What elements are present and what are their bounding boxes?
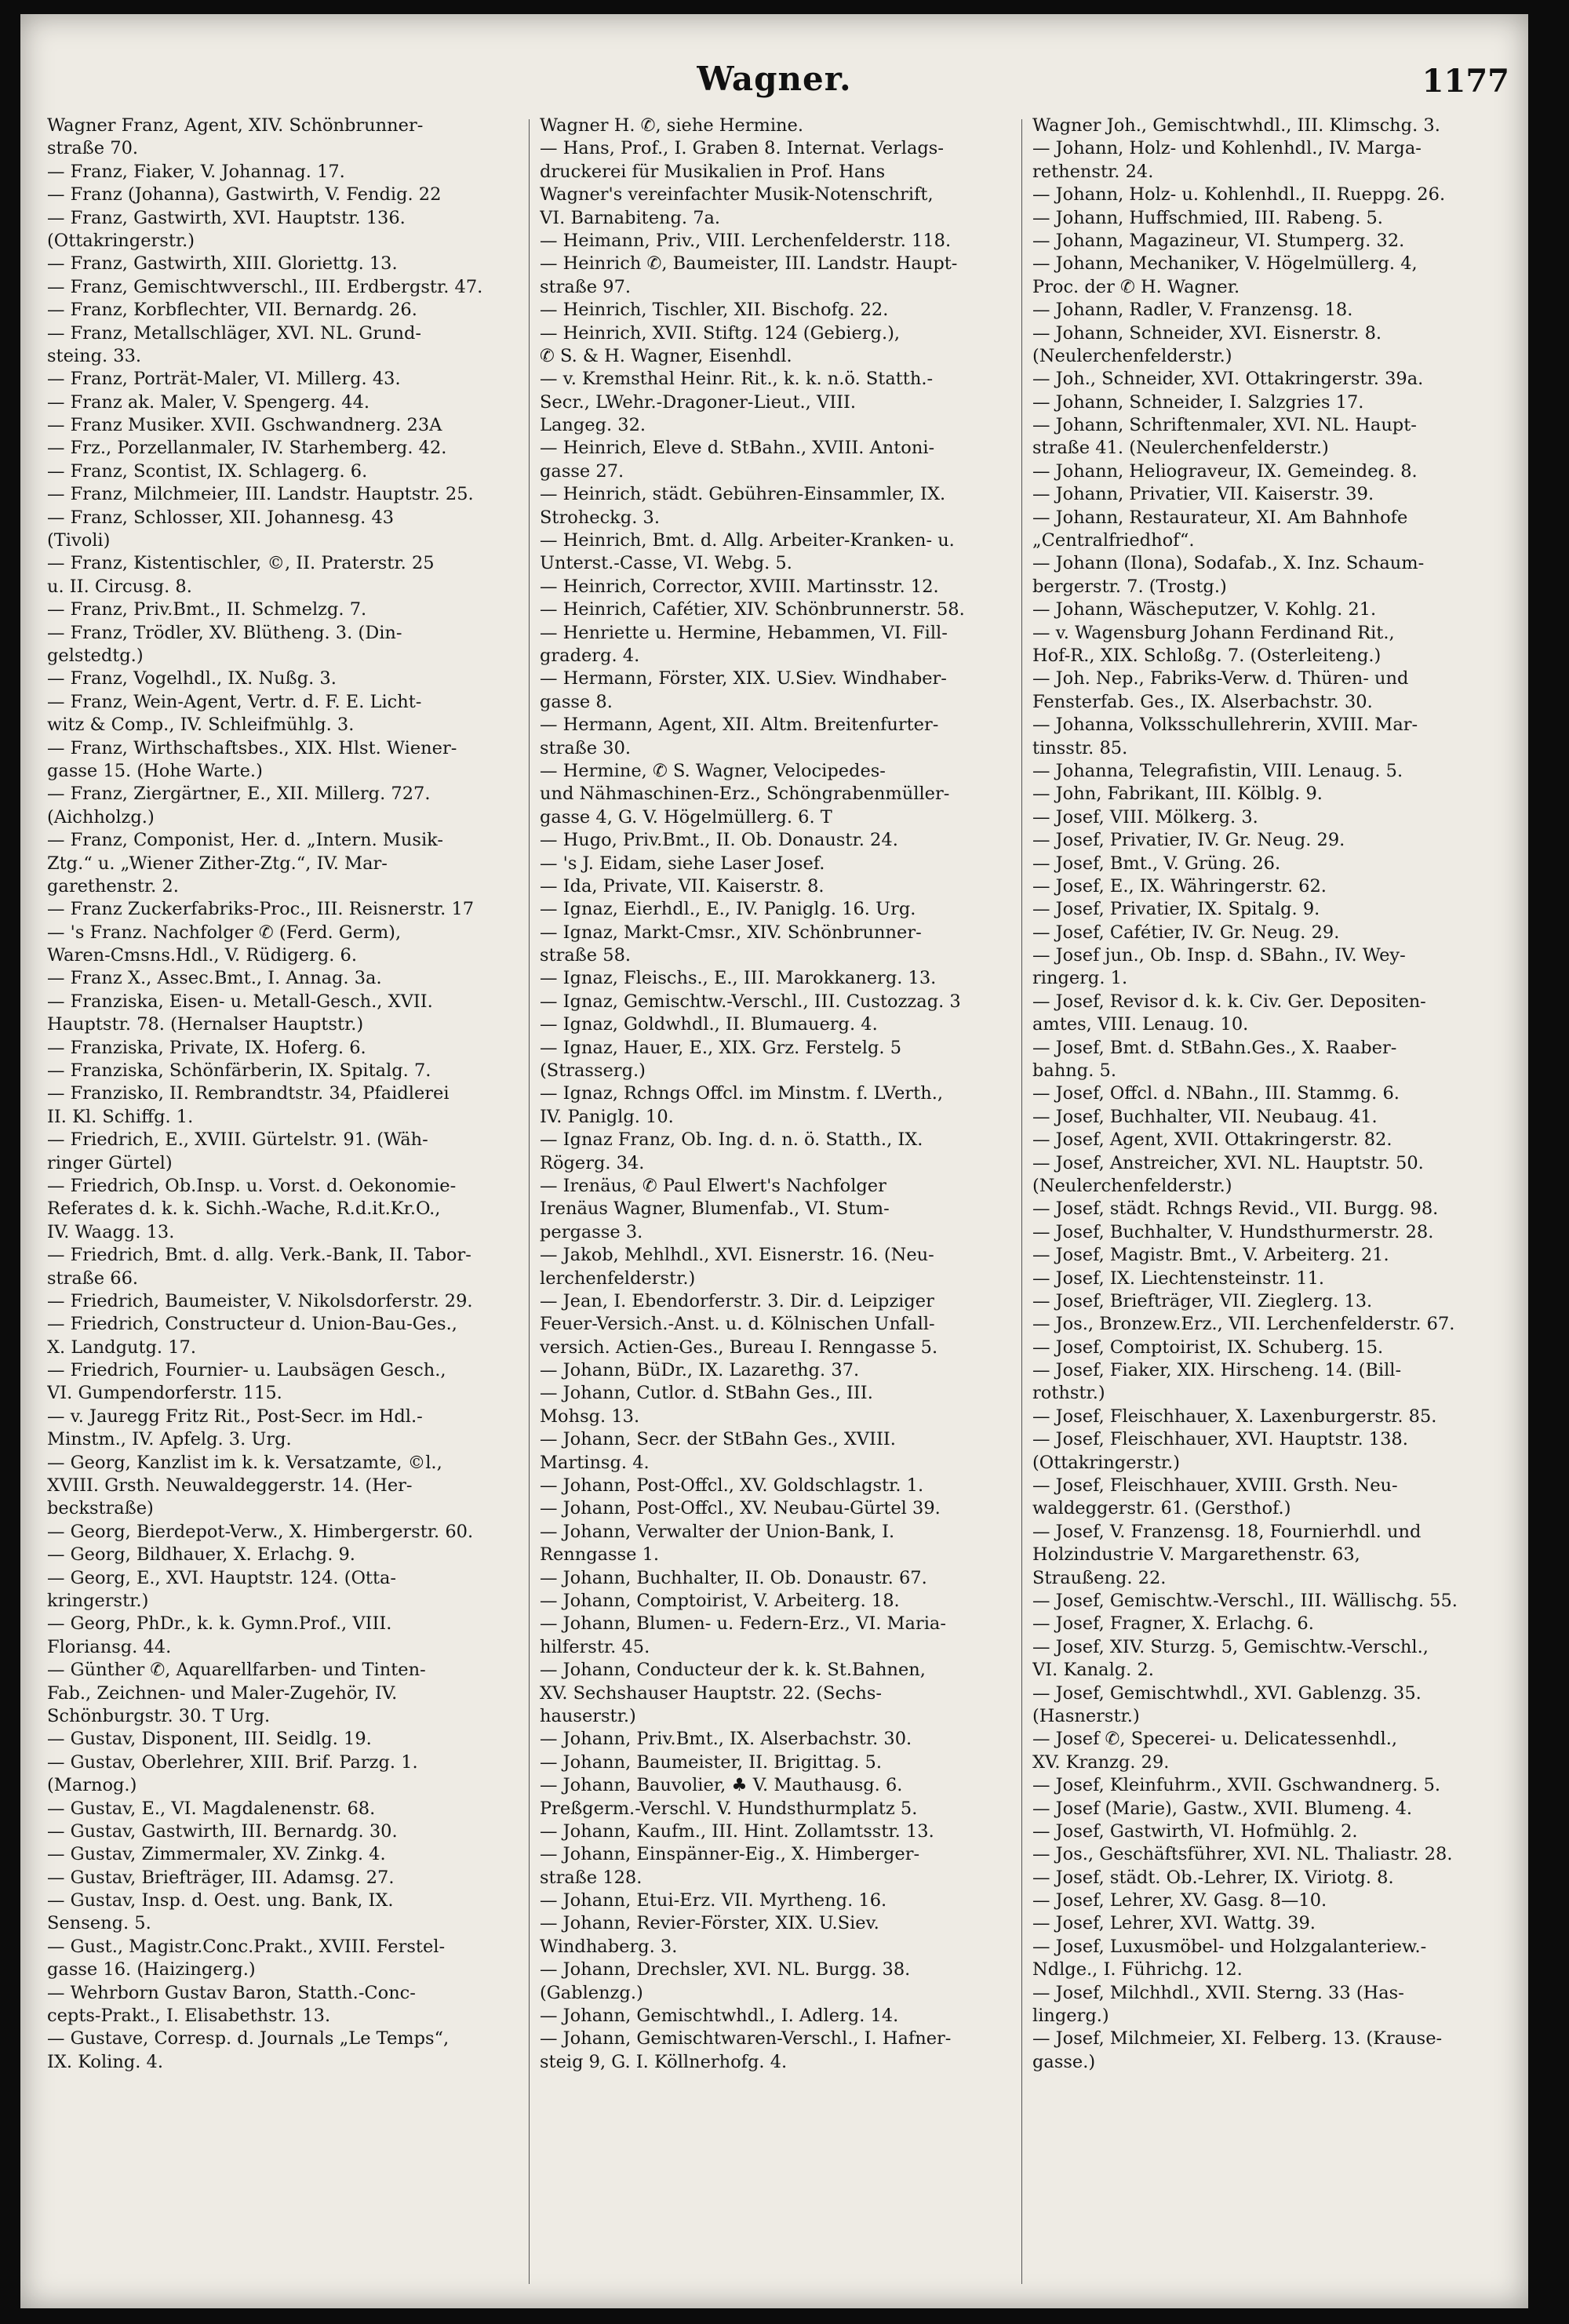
directory-line: — Josef, VIII. Mölkerg. 3. [1032, 806, 1258, 827]
directory-line: IV. Paniglg. 10. [540, 1106, 674, 1127]
directory-line: (Strasserg.) [540, 1060, 646, 1082]
directory-line: — Johann, Radler, V. Franzensg. 18. [1032, 300, 1353, 321]
directory-line: straße 70. [47, 138, 139, 159]
directory-line: Feuer-Versich.-Anst. u. d. Kölnischen Unfall- [540, 1314, 935, 1335]
directory-line: Wagner Joh., Gemischtwhdl., III. Klimschg. 3. [1032, 115, 1440, 136]
directory-line: — Josef, Gemischtw.-Verschl., III. Wällischg. 55. [1032, 1591, 1458, 1611]
directory-line: — Johann, Post-Offcl., XV. Goldschlagstr. 1. [540, 1475, 924, 1497]
directory-line: — Ida, Private, VII. Kaiserstr. 8. [540, 875, 825, 897]
directory-line: — Josef jun., Ob. Insp. d. SBahn., IV. Wey- [1032, 945, 1406, 966]
directory-line: — Josef, Gastwirth, VI. Hofmühlg. 2. [1032, 1820, 1358, 1842]
directory-line: — Josef, Offcl. d. NBahn., III. Stammg. 6. [1032, 1083, 1400, 1104]
directory-line: — Franziska, Eisen- u. Metall-Gesch., XVII. [47, 991, 433, 1012]
directory-line: Unterst.-Casse, VI. Webg. 5. [540, 553, 792, 574]
directory-line: — Franz, Porträt-Maler, VI. Millerg. 43. [47, 369, 401, 390]
column-1 [47, 115, 518, 2295]
directory-line: — Josef (Marie), Gastw., XVII. Blumeng. 4. [1032, 1798, 1413, 1819]
directory-line: — Johanna, Telegrafistin, VIII. Lenaug. 5. [1032, 760, 1403, 781]
directory-line: Wagner H. ✆, siehe Hermine. [540, 115, 803, 136]
directory-line: — Franz, Fiaker, V. Johannag. 17. [47, 161, 345, 182]
directory-line: — Joh., Schneider, XVI. Ottakringerstr. 39a. [1032, 369, 1424, 390]
directory-line: — Johann, Schneider, XVI. Eisnerstr. 8. [1032, 322, 1382, 344]
directory-line: — Frz., Porzellanmaler, IV. Starhemberg. 42. [47, 438, 447, 459]
directory-line: Holzindustrie V. Margarethenstr. 63, [1032, 1544, 1360, 1566]
directory-line: — Ignaz, Gemischtw.-Verschl., III. Custozzag. 3 [540, 991, 961, 1012]
directory-line: — Georg, PhDr., k. k. Gymn.Prof., VIII. [47, 1613, 392, 1635]
directory-line: cepts-Prakt., I. Elisabethstr. 13. [47, 2006, 331, 2027]
directory-line: gasse 16. (Haizingerg.) [47, 1959, 256, 1980]
directory-line: VI. Kanalg. 2. [1032, 1660, 1154, 1681]
directory-line: — Franz, Wein-Agent, Vertr. d. F. E. Licht- [47, 691, 422, 712]
directory-line: — Johann, Holz- u. Kohlenhdl., II. Rueppg. 26. [1032, 184, 1446, 205]
directory-line: — Gustav, E., VI. Magdalenenstr. 68. [47, 1798, 376, 1819]
directory-line: — Josef, Agent, XVII. Ottakringerstr. 82. [1032, 1129, 1392, 1151]
directory-line: — Franz, Gastwirth, XIII. Gloriettg. 13. [47, 253, 398, 275]
directory-line: — Johann, Schriftenmaler, XVI. NL. Haupt- [1032, 415, 1417, 436]
directory-line: — Jos., Bronzew.Erz., VII. Lerchenfelderstr. 67. [1032, 1314, 1455, 1335]
directory-line: — Josef, Lehrer, XVI. Wattg. 39. [1032, 1913, 1316, 1934]
directory-line: — Franz, Gastwirth, XVI. Hauptstr. 136. [47, 207, 406, 228]
directory-line: — Johann, Einspänner-Eig., X. Himberger- [540, 1844, 920, 1865]
directory-line: — 's J. Eidam, siehe Laser Josef. [540, 853, 825, 874]
directory-line: — Heinrich, Tischler, XII. Bischofg. 22. [540, 300, 889, 321]
directory-line: ringerg. 1. [1032, 968, 1128, 989]
directory-line: — Franz, Vogelhdl., IX. Nußg. 3. [47, 668, 337, 689]
directory-line: — Friedrich, E., XVIII. Gürtelstr. 91. (Wäh- [47, 1129, 428, 1151]
directory-line: — Johanna, Volksschullehrerin, XVIII. Mar- [1032, 715, 1418, 736]
directory-line: rethenstr. 24. [1032, 161, 1154, 182]
directory-line: — Johann, Holz- und Kohlenhdl., IV. Marga- [1032, 138, 1422, 159]
directory-line: (Marnog.) [47, 1775, 137, 1796]
directory-line: — Gustav, Disponent, III. Seidlg. 19. [47, 1729, 372, 1750]
directory-line: witz & Comp., IV. Schleifmühlg. 3. [47, 715, 355, 736]
directory-line: — Johann, Wäscheputzer, V. Kohlg. 21. [1032, 599, 1377, 620]
directory-line: — Franz, Milchmeier, III. Landstr. Hauptstr. 25. [47, 484, 474, 505]
directory-line: — Günther ✆, Aquarellfarben- und Tinten- [47, 1660, 426, 1681]
directory-line: — Johann, Restaurateur, XI. Am Bahnhofe [1032, 507, 1408, 528]
directory-line: beckstraße) [47, 1498, 154, 1519]
directory-line: gelstedtg.) [47, 645, 144, 666]
directory-line: — Franz, Metallschläger, XVI. NL. Grund- [47, 322, 421, 344]
directory-line: — Franz, Wirthschaftsbes., XIX. Hlst. Wiener- [47, 737, 457, 758]
directory-line: — Johann, Drechsler, XVI. NL. Burgg. 38. [540, 1959, 911, 1980]
directory-line: — Johann, Etui-Erz. VII. Myrtheng. 16. [540, 1890, 887, 1911]
directory-line: — Heinrich, XVII. Stiftg. 124 (Gebierg.), [540, 322, 901, 344]
directory-line: — Gustav, Zimmermaler, XV. Zinkg. 4. [47, 1844, 386, 1865]
column-2 [540, 115, 1010, 2295]
directory-line: (Ottakringerstr.) [1032, 1452, 1181, 1473]
directory-line: (Hasnerstr.) [1032, 1705, 1140, 1726]
directory-line: VI. Gumpendorferstr. 115. [47, 1383, 282, 1404]
directory-line: — Johann, Gemischtwaren-Verschl., I. Hafner- [540, 2028, 952, 2049]
directory-line: Minstm., IV. Apfelg. 3. Urg. [47, 1429, 292, 1450]
directory-line: — Gustav, Oberlehrer, XIII. Brif. Parzg. 1. [47, 1751, 418, 1773]
directory-line: II. Kl. Schiffg. 1. [47, 1106, 194, 1127]
directory-line: steig 9, G. I. Köllnerhofg. 4. [540, 2051, 788, 2072]
directory-line: — Josef, IX. Liechtensteinstr. 11. [1032, 1267, 1325, 1289]
directory-line: — Georg, Bierdepot-Verw., X. Himbergerstr. 60. [47, 1521, 474, 1542]
directory-line: Straußeng. 22. [1032, 1567, 1167, 1588]
directory-line: — Josef, Fleischhauer, XVIII. Grsth. Neu- [1032, 1475, 1398, 1497]
directory-line: — Josef, Kleinfuhrm., XVII. Gschwandnerg. 5. [1032, 1775, 1441, 1796]
directory-line: — Johann, Schneider, I. Salzgries 17. [1032, 391, 1364, 413]
directory-line: — Heinrich, Bmt. d. Allg. Arbeiter-Kranken- u. [540, 530, 955, 551]
directory-line: — Johann, Priv.Bmt., IX. Alserbachstr. 30. [540, 1729, 912, 1750]
directory-line: — Johann, Cutlor. d. StBahn Ges., III. [540, 1383, 873, 1404]
directory-line: „Centralfriedhof“. [1032, 530, 1195, 551]
directory-line: — Johann, Bauvolier, ♣ V. Mauthausg. 6. [540, 1775, 903, 1796]
directory-line: (Neulerchenfelderstr.) [1032, 345, 1232, 366]
directory-line: — Josef, Revisor d. k. k. Civ. Ger. Depositen- [1032, 991, 1426, 1012]
directory-line: — Johann, Secr. der StBahn Ges., XVIII. [540, 1429, 896, 1450]
column-divider [529, 119, 530, 2284]
directory-line: — Friedrich, Baumeister, V. Nikolsdorferstr. 29. [47, 1290, 473, 1311]
directory-line: Renngasse 1. [540, 1544, 660, 1566]
directory-line: Preßgerm.-Verschl. V. Hundsthurmplatz 5. [540, 1798, 918, 1819]
directory-line: — Josef, Cafétier, IV. Gr. Neug. 29. [1032, 922, 1340, 943]
column-3 [1032, 115, 1503, 2295]
directory-line: (Aichholzg.) [47, 806, 155, 827]
directory-line: — Jakob, Mehlhdl., XVI. Eisnerstr. 16. (Neu- [540, 1245, 934, 1266]
directory-line: XVIII. Grsth. Neuwaldeggerstr. 14. (Her- [47, 1475, 413, 1497]
directory-line: — Johann, Heliograveur, IX. Gemeindeg. 8. [1032, 460, 1418, 482]
directory-line: und Nähmaschinen-Erz., Schöngrabenmüller- [540, 784, 950, 805]
directory-line: — Ignaz, Goldwhdl., II. Blumauerg. 4. [540, 1014, 878, 1035]
page-header [20, 14, 1528, 100]
directory-line: druckerei für Musikalien in Prof. Hans [540, 161, 886, 182]
page-number: 1177 [1422, 63, 1509, 100]
directory-line: — Josef, städt. Rchngs Revid., VII. Burgg. 98. [1032, 1198, 1439, 1220]
directory-line: — Johann, Baumeister, II. Brigittag. 5. [540, 1751, 883, 1773]
directory-line: — Josef ✆, Specerei- u. Delicatessenhdl., [1032, 1729, 1397, 1750]
directory-line: gasse 15. (Hohe Warte.) [47, 760, 263, 781]
directory-line: — Josef, Fiaker, XIX. Hirscheng. 14. (Bill- [1032, 1360, 1402, 1381]
directory-line: — Heinrich, Eleve d. StBahn., XVIII. Antoni- [540, 438, 935, 459]
directory-line: Fab., Zeichnen- und Maler-Zugehör, IV. [47, 1682, 398, 1704]
directory-line: — Josef, Privatier, IX. Spitalg. 9. [1032, 899, 1320, 920]
directory-line: — Josef, Privatier, IV. Gr. Neug. 29. [1032, 830, 1345, 851]
directory-line: — Johann, BüDr., IX. Lazarethg. 37. [540, 1360, 860, 1381]
directory-line: — Josef, Milchmeier, XI. Felberg. 13. (Krause- [1032, 2028, 1443, 2049]
directory-line: XV. Sechshauser Hauptstr. 22. (Sechs- [540, 1682, 883, 1704]
directory-line: — Josef, Fragner, X. Erlachg. 6. [1032, 1613, 1314, 1635]
directory-line: gasse 27. [540, 460, 624, 482]
directory-line: Senseng. 5. [47, 1913, 151, 1934]
directory-line: Referates d. k. k. Sichh.-Wache, R.d.it.Kr.O., [47, 1198, 441, 1220]
directory-line: — Franz ak. Maler, V. Spengerg. 44. [47, 391, 370, 413]
directory-line: Hauptstr. 78. (Hernalser Hauptstr.) [47, 1014, 364, 1035]
directory-line: Ndlge., I. Führichg. 12. [1032, 1959, 1243, 1980]
directory-line: — Ignaz Franz, Ob. Ing. d. n. ö. Statth., IX. [540, 1129, 923, 1151]
directory-line: VI. Barnabiteng. 7a. [540, 207, 721, 228]
directory-line: amtes, VIII. Lenaug. 10. [1032, 1014, 1249, 1035]
directory-line: — Johann, Mechaniker, V. Högelmüllerg. 4, [1032, 253, 1418, 275]
directory-line: graderg. 4. [540, 645, 640, 666]
directory-line: ringer Gürtel) [47, 1152, 173, 1173]
directory-line: — v. Wagensburg Johann Ferdinand Rit., [1032, 622, 1395, 643]
directory-line: Floriansg. 44. [47, 1636, 172, 1657]
directory-line: — Georg, Bildhauer, X. Erlachg. 9. [47, 1544, 355, 1566]
directory-line: — Franz (Johanna), Gastwirth, V. Fendig. 22 [47, 184, 442, 205]
directory-line: gasse 8. [540, 691, 613, 712]
directory-line: — Ignaz, Fleischs., E., III. Marokkanerg. 13. [540, 968, 937, 989]
directory-line: Rögerg. 34. [540, 1152, 645, 1173]
directory-line: IV. Waagg. 13. [47, 1221, 175, 1242]
column-divider [1021, 119, 1022, 2284]
directory-line: lingerg.) [1032, 2006, 1109, 2027]
directory-line: bahng. 5. [1032, 1060, 1116, 1082]
directory-line: — Franz X., Assec.Bmt., I. Annag. 3a. [47, 968, 382, 989]
directory-line: — Franz, Schlosser, XII. Johannesg. 43 [47, 507, 395, 528]
directory-line: — Friedrich, Constructeur d. Union-Bau-Ges., [47, 1314, 457, 1335]
directory-line: straße 30. [540, 737, 632, 758]
directory-line: XV. Kranzg. 29. [1032, 1751, 1170, 1773]
directory-line: — Johann, Blumen- u. Federn-Erz., VI. Maria- [540, 1613, 946, 1635]
directory-line: — Johann, Verwalter der Union-Bank, I. [540, 1521, 895, 1542]
directory-line: — Henriette u. Hermine, Hebammen, VI. Fill- [540, 622, 948, 643]
directory-line: — Josef, Fleischhauer, XVI. Hauptstr. 138. [1032, 1429, 1408, 1450]
directory-line: Hof-R., XIX. Schloßg. 7. (Osterleiteng.) [1032, 645, 1382, 666]
directory-line: steing. 33. [47, 345, 142, 366]
directory-line: Fensterfab. Ges., IX. Alserbachstr. 30. [1032, 691, 1373, 712]
directory-line: — Franz, Trödler, XV. Blütheng. 3. (Din- [47, 622, 402, 643]
directory-line: — Jos., Geschäftsführer, XVI. NL. Thaliastr. 28. [1032, 1844, 1453, 1865]
running-head-title: Wagner. [697, 60, 852, 98]
directory-line: — Ignaz, Eierhdl., E., IV. Paniglg. 16. Urg. [540, 899, 916, 920]
directory-line: (Gablenzg.) [540, 1982, 643, 2003]
directory-line: — Georg, E., XVI. Hauptstr. 124. (Otta- [47, 1567, 397, 1588]
directory-line: gasse.) [1032, 2051, 1096, 2072]
directory-columns [47, 115, 1498, 2295]
directory-line: Ztg.“ u. „Wiener Zither-Ztg.“, IV. Mar- [47, 853, 388, 874]
directory-line: — Franz, Gemischtwverschl., III. Erdbergstr. 47. [47, 276, 483, 297]
directory-line: — Josef, XIV. Sturzg. 5, Gemischtw.-Verschl., [1032, 1636, 1429, 1657]
directory-line: — Franz, Componist, Her. d. „Intern. Musik- [47, 830, 443, 851]
directory-line: — Johann, Huffschmied, III. Rabeng. 5. [1032, 207, 1383, 228]
directory-line: — Joh. Nep., Fabriks-Verw. d. Thüren- und [1032, 668, 1409, 689]
directory-line: Waren-Cmsns.Hdl., V. Rüdigerg. 6. [47, 945, 358, 966]
directory-line: straße 41. (Neulerchenfelderstr.) [1032, 438, 1329, 459]
directory-line: — Josef, E., IX. Währingerstr. 62. [1032, 875, 1327, 897]
directory-line: — Josef, Milchhdl., XVII. Sterng. 33 (Has- [1032, 1982, 1404, 2003]
directory-line: Proc. der ✆ H. Wagner. [1032, 276, 1240, 297]
directory-line: — Hugo, Priv.Bmt., II. Ob. Donaustr. 24. [540, 830, 898, 851]
directory-line: — Hermine, ✆ S. Wagner, Velocipedes- [540, 760, 886, 781]
directory-line: — Gustave, Corresp. d. Journals „Le Temps“, [47, 2028, 450, 2049]
directory-line: — Franziska, Schönfärberin, IX. Spitalg. 7. [47, 1060, 431, 1082]
directory-line: — Irenäus, ✆ Paul Elwert's Nachfolger [540, 1175, 886, 1196]
directory-line: straße 66. [47, 1267, 139, 1289]
directory-line: — Friedrich, Fournier- u. Laubsägen Gesch., [47, 1360, 446, 1381]
directory-line: — Ignaz, Hauer, E., XIX. Grz. Ferstelg. 5 [540, 1037, 902, 1058]
directory-line: — Franz, Priv.Bmt., II. Schmelzg. 7. [47, 599, 367, 620]
directory-line: — Friedrich, Bmt. d. allg. Verk.-Bank, II. Tabor- [47, 1245, 471, 1266]
directory-line: Windhaberg. 3. [540, 1936, 678, 1957]
directory-line: bergerstr. 7. (Trostg.) [1032, 576, 1227, 597]
directory-line: ✆ S. & H. Wagner, Eisenhdl. [540, 345, 792, 366]
directory-line: versich. Actien-Ges., Bureau I. Renngasse 5. [540, 1337, 938, 1358]
directory-line: straße 97. [540, 276, 632, 297]
directory-line: — Heinrich, Corrector, XVIII. Martinsstr. 12. [540, 576, 939, 597]
directory-line: — Heimann, Priv., VIII. Lerchenfelderstr. 118. [540, 230, 952, 251]
directory-line: — Johann, Comptoirist, V. Arbeiterg. 18. [540, 1591, 900, 1611]
directory-line: — Johann, Revier-Förster, XIX. U.Siev. [540, 1913, 879, 1934]
directory-line: — Franz, Scontist, IX. Schlagerg. 6. [47, 460, 368, 482]
directory-line: hilferstr. 45. [540, 1636, 650, 1657]
directory-line: — Franz Zuckerfabriks-Proc., III. Reisnerstr. 17 [47, 899, 475, 920]
directory-line: — Josef, Bmt., V. Grüng. 26. [1032, 853, 1281, 874]
directory-line: — Hermann, Agent, XII. Altm. Breitenfurter- [540, 715, 939, 736]
directory-line: — Johann, Gemischtwhdl., I. Adlerg. 14. [540, 2006, 899, 2027]
directory-line: — Josef, Buchhalter, VII. Neubaug. 41. [1032, 1106, 1378, 1127]
directory-line: — Josef, Anstreicher, XVI. NL. Hauptstr. 50. [1032, 1152, 1424, 1173]
directory-line: Wagner Franz, Agent, XIV. Schönbrunner- [47, 115, 424, 136]
directory-line: — 's Franz. Nachfolger ✆ (Ferd. Germ), [47, 922, 402, 943]
directory-line: — Gustav, Gastwirth, III. Bernardg. 30. [47, 1820, 398, 1842]
directory-line: — Johann, Buchhalter, II. Ob. Donaustr. 67. [540, 1567, 927, 1588]
directory-line: Wagner's vereinfachter Musik-Notenschrift, [540, 184, 934, 205]
directory-line: — Johann, Post-Offcl., XV. Neubau-Gürtel 39. [540, 1498, 941, 1519]
directory-line: — Josef, Briefträger, VII. Zieglerg. 13. [1032, 1290, 1373, 1311]
directory-line: kringerstr.) [47, 1591, 149, 1611]
directory-line: — Gust., Magistr.Conc.Prakt., XVIII. Ferstel- [47, 1936, 446, 1957]
directory-line: Mohsg. 13. [540, 1406, 640, 1427]
directory-line: — Josef, Comptoirist, IX. Schuberg. 15. [1032, 1337, 1384, 1358]
directory-line: — v. Jauregg Fritz Rit., Post-Secr. im Hdl.- [47, 1406, 423, 1427]
directory-line: — Friedrich, Ob.Insp. u. Vorst. d. Oekonomie- [47, 1175, 457, 1196]
directory-line: — Josef, Bmt. d. StBahn.Ges., X. Raaber- [1032, 1037, 1397, 1058]
directory-line: — Georg, Kanzlist im k. k. Versatzamte, ©l., [47, 1452, 442, 1473]
directory-line: — Gustav, Briefträger, III. Adamsg. 27. [47, 1867, 395, 1888]
directory-line: (Neulerchenfelderstr.) [1032, 1175, 1232, 1196]
directory-line: hauserstr.) [540, 1705, 636, 1726]
directory-line: — Johann, Conducteur der k. k. St.Bahnen, [540, 1660, 926, 1681]
directory-line: straße 128. [540, 1867, 643, 1888]
directory-line: — Josef, Buchhalter, V. Hundsthurmerstr. 28. [1032, 1221, 1434, 1242]
directory-line: Irenäus Wagner, Blumenfab., VI. Stum- [540, 1198, 890, 1220]
directory-line: Stroheckg. 3. [540, 507, 660, 528]
directory-line: — Josef, Fleischhauer, X. Laxenburgerstr. 85. [1032, 1406, 1437, 1427]
directory-line: — Hans, Prof., I. Graben 8. Internat. Verlags- [540, 138, 944, 159]
directory-line: Martinsg. 4. [540, 1452, 650, 1473]
directory-line: — Wehrborn Gustav Baron, Statth.-Conc- [47, 1982, 416, 2003]
directory-line: — Gustav, Insp. d. Oest. ung. Bank, IX. [47, 1890, 394, 1911]
directory-line: — v. Kremsthal Heinr. Rit., k. k. n.ö. Statth.- [540, 369, 934, 390]
directory-line: (Ottakringerstr.) [47, 230, 195, 251]
directory-line: gasse 4, G. V. Högelmüllerg. 6. T [540, 806, 832, 827]
directory-line: — Johann, Magazineur, VI. Stumperg. 32. [1032, 230, 1405, 251]
directory-line: — Josef, Gemischtwhdl., XVI. Gablenzg. 35. [1032, 1682, 1422, 1704]
directory-line: tinsstr. 85. [1032, 737, 1128, 758]
directory-line: — Franz, Ziergärtner, E., XII. Millerg. 727. [47, 784, 431, 805]
directory-line: lerchenfelderstr.) [540, 1267, 696, 1289]
directory-line: — Heinrich, städt. Gebühren-Einsammler, IX. [540, 484, 946, 505]
directory-line: — Ignaz, Rchngs Offcl. im Minstm. f. LVerth., [540, 1083, 943, 1104]
directory-page [20, 14, 1528, 2308]
directory-line: — John, Fabrikant, III. Kölblg. 9. [1032, 784, 1323, 805]
directory-line: waldeggerstr. 61. (Gersthof.) [1032, 1498, 1291, 1519]
directory-line: garethenstr. 2. [47, 875, 179, 897]
directory-line: — Franz, Korbflechter, VII. Bernardg. 26. [47, 300, 417, 321]
directory-line: — Johann, Kaufm., III. Hint. Zollamtsstr. 13. [540, 1820, 934, 1842]
directory-line: (Tivoli) [47, 530, 111, 551]
directory-line: — Jean, I. Ebendorferstr. 3. Dir. d. Leipziger [540, 1290, 934, 1311]
directory-line: — Josef, Magistr. Bmt., V. Arbeiterg. 21. [1032, 1245, 1389, 1266]
directory-line: — Josef, Lehrer, XV. Gasg. 8—10. [1032, 1890, 1327, 1911]
directory-line: IX. Koling. 4. [47, 2051, 164, 2072]
directory-line: — Josef, V. Franzensg. 18, Fournierhdl. und [1032, 1521, 1422, 1542]
directory-line: rothstr.) [1032, 1383, 1105, 1404]
directory-line: — Ignaz, Markt-Cmsr., XIV. Schönbrunner- [540, 922, 922, 943]
directory-line: Langeg. 32. [540, 415, 646, 436]
directory-line: pergasse 3. [540, 1221, 643, 1242]
directory-line: — Franz Musiker. XVII. Gschwandnerg. 23A [47, 415, 442, 436]
directory-line: — Heinrich ✆, Baumeister, III. Landstr. Haupt- [540, 253, 958, 275]
directory-line: straße 58. [540, 945, 632, 966]
directory-line: — Franzisko, II. Rembrandtstr. 34, Pfaidlerei [47, 1083, 450, 1104]
directory-line: — Josef, städt. Ob.-Lehrer, IX. Viriotg. 8. [1032, 1867, 1394, 1888]
directory-line: — Johann (Ilona), Sodafab., X. Inz. Schaum- [1032, 553, 1425, 574]
directory-line: Schönburgstr. 30. T Urg. [47, 1705, 271, 1726]
directory-line: — Franz, Kistentischler, ©, II. Praterstr. 25 [47, 553, 435, 574]
directory-line: — Franziska, Private, IX. Hoferg. 6. [47, 1037, 366, 1058]
directory-line: — Johann, Privatier, VII. Kaiserstr. 39. [1032, 484, 1374, 505]
directory-line: — Josef, Luxusmöbel- und Holzgalanteriew.- [1032, 1936, 1427, 1957]
directory-line: X. Landgutg. 17. [47, 1337, 196, 1358]
directory-line: u. II. Circusg. 8. [47, 576, 192, 597]
directory-line: Secr., LWehr.-Dragoner-Lieut., VIII. [540, 391, 857, 413]
directory-line: — Heinrich, Cafétier, XIV. Schönbrunnerstr. 58. [540, 599, 965, 620]
directory-line: — Hermann, Förster, XIX. U.Siev. Windhaber- [540, 668, 947, 689]
